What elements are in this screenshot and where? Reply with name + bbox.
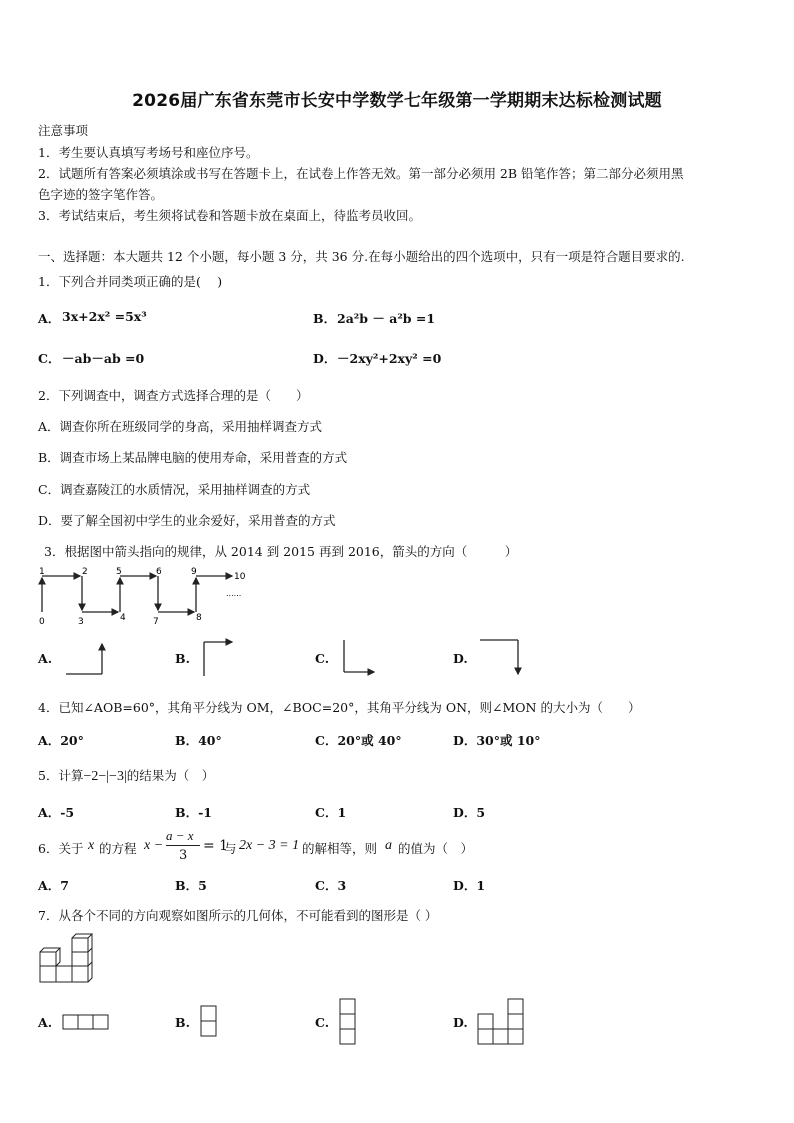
q3-option-b-figure xyxy=(200,638,240,680)
q3-fig-label-8: 8 xyxy=(196,613,202,623)
q7-option-b-figure xyxy=(200,1005,220,1039)
q6-frac-bar xyxy=(166,845,200,846)
q1-option-a: 3x+2x² =5x³ xyxy=(62,309,147,324)
q1-option-a-label: A． xyxy=(38,311,61,326)
q1-stem: 1．下列合并同类项正确的是( ) xyxy=(38,274,223,289)
q6-post: 的值为（ ） xyxy=(398,841,474,856)
q6-mid3: 的解相等，则 xyxy=(302,841,378,856)
q6-option-a: A．7 xyxy=(38,878,69,893)
q6-option-b: B．5 xyxy=(175,878,207,893)
q3-fig-label-9: 9 xyxy=(191,567,197,577)
q1-option-d: －2xy²+2xy² =0 xyxy=(337,351,442,366)
notice-item-1: 1．考生要认真填写考场号和座位序号。 xyxy=(38,145,259,160)
q3-fig-label-1: 1 xyxy=(39,567,45,577)
q3-option-d-figure xyxy=(478,636,526,682)
q4-option-d: D．30°或 10° xyxy=(453,733,541,748)
q6-mid2: 与 xyxy=(224,841,237,856)
q6-eq-left: x − xyxy=(144,838,164,853)
q7-option-c-label: C. xyxy=(315,1015,330,1030)
q3-stem: 3．根据图中箭头指向的规律，从 2014 到 2015 再到 2016，箭头的方向（ ） xyxy=(44,544,518,559)
q3-option-c-figure xyxy=(340,638,380,680)
section-heading: 一、选择题：本大题共 12 个小题，每小题 3 分，共 36 分.在每小题给出的四个选项中，只有一项是符合题目要求的. xyxy=(38,249,685,264)
q3-arrow-pattern-figure xyxy=(36,568,256,630)
q5-stem-pre: 5．计算 xyxy=(38,768,84,783)
q6-equation-2: 2x − 3 = 1 xyxy=(239,838,300,853)
q7-option-a-label: A. xyxy=(38,1015,53,1030)
q4-stem: 4．已知∠AOB=60°，其角平分线为 OM，∠BOC=20°，其角平分线为 ON，则∠MON 的大小为（ ） xyxy=(38,700,641,715)
q3-fig-label-3: 3 xyxy=(78,617,84,627)
q5-option-d: D．5 xyxy=(453,805,486,820)
notice-item-3: 3．考试结束后，考生须将试卷和答题卡放在桌面上，待监考员收回。 xyxy=(38,208,421,223)
q3-fig-label-2: 2 xyxy=(82,567,88,577)
q5-option-c: C．1 xyxy=(315,805,347,820)
q1-option-b: 2a²b － a²b =1 xyxy=(337,311,436,326)
q7-option-a-figure xyxy=(62,1014,112,1032)
q7-option-d-label: D. xyxy=(453,1015,468,1030)
q5-stem-post: 的结果为（ ） xyxy=(126,768,215,783)
q6-frac-numerator: a − x xyxy=(166,828,194,843)
q7-option-b-label: B. xyxy=(175,1015,190,1030)
q3-option-a-label: A. xyxy=(38,651,53,666)
q5-option-a: A．-5 xyxy=(38,805,75,820)
q2-option-a: A．调查你所在班级同学的身高，采用抽样调查方式 xyxy=(38,419,323,434)
q6-var-x: x xyxy=(88,838,95,853)
q7-option-c-figure xyxy=(339,998,359,1048)
q3-option-c-label: C. xyxy=(315,651,330,666)
q6-frac-denominator: 3 xyxy=(179,848,188,863)
q6-var-a: a xyxy=(385,838,392,853)
q6-option-c: C．3 xyxy=(315,878,347,893)
q1-option-c-label: C． xyxy=(38,351,61,366)
q3-fig-label-6: 6 xyxy=(156,567,162,577)
q3-fig-label-4: 4 xyxy=(120,613,126,623)
q5-option-b: B．-1 xyxy=(175,805,212,820)
q3-option-d-label: D. xyxy=(453,651,468,666)
q4-option-b: B．40° xyxy=(175,733,222,748)
q2-option-d: D．要了解全国初中学生的业余爱好，采用普查的方式 xyxy=(38,513,336,528)
notice-item-2: 2．试题所有答案必须填涂或书写在答题卡上，在试卷上作答无效。第一部分必须用 2B 铅笔作答；第二部分必须用黑 xyxy=(38,166,684,181)
q4-option-a: A．20° xyxy=(38,733,84,748)
q7-solid-figure xyxy=(38,932,94,988)
q7-stem: 7．从各个不同的方向观察如图所示的几何体，不可能看到的图形是（ ） xyxy=(38,908,438,923)
q3-option-a-figure xyxy=(64,638,108,680)
q3-fig-label-0: 0 xyxy=(39,617,45,627)
notice-item-2-cont: 色字迹的签字笔作答。 xyxy=(38,187,164,202)
q3-fig-label-7: 7 xyxy=(153,617,159,627)
q1-option-c: －ab－ab =0 xyxy=(62,351,145,366)
q3-fig-label-5: 5 xyxy=(116,567,122,577)
notice-heading: 注意事项 xyxy=(38,123,89,138)
q1-option-b-label: B． xyxy=(313,311,337,326)
q3-fig-label-10: 10 xyxy=(234,572,246,582)
q2-stem: 2．下列调查中，调查方式选择合理的是（ ） xyxy=(38,388,309,403)
q5-expression: −2−|−3| xyxy=(83,769,127,784)
q7-option-d-figure xyxy=(477,998,529,1048)
q4-option-c: C．20°或 40° xyxy=(315,733,402,748)
q1-option-d-label: D． xyxy=(313,351,337,366)
q3-fig-label-ellipsis: ...... xyxy=(226,589,242,598)
q3-option-b-label: B. xyxy=(175,651,190,666)
q6-mid1: 的方程 xyxy=(99,841,137,856)
q6-option-d: D．1 xyxy=(453,878,486,893)
q6-pre: 6．关于 xyxy=(38,841,84,856)
q2-option-b: B．调查市场上某品牌电脑的使用寿命，采用普查的方式 xyxy=(38,450,348,465)
q2-option-c: C．调查嘉陵江的水质情况，采用抽样调查的方式 xyxy=(38,482,311,497)
q6-eq-right: = 1 xyxy=(203,838,229,854)
page-title: 2026届广东省东莞市长安中学数学七年级第一学期期末达标检测试题 xyxy=(132,91,662,111)
q5-stem xyxy=(38,766,214,785)
